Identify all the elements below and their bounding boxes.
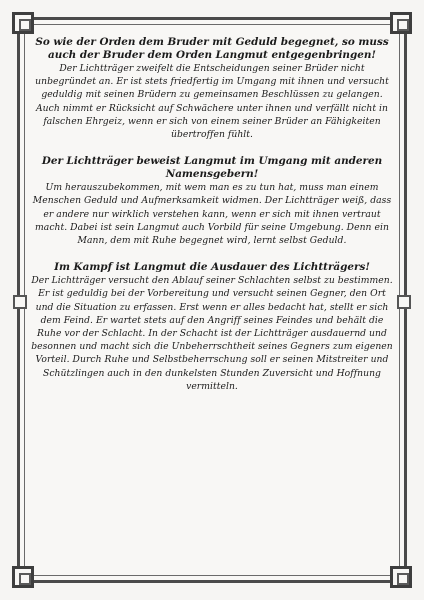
corner-ornament-bottom-right (390, 566, 412, 588)
section-patience-order (30, 36, 394, 141)
corner-ornament-bottom-left (12, 566, 34, 588)
section-heading: Der Lichtträger beweist Langmut im Umgang mit anderen Namensgebern! (41, 155, 383, 181)
section-heading: Im Kampf ist Langmut die Ausdauer des Lichtträgers! (54, 261, 370, 274)
side-ornament-left (13, 295, 27, 309)
section-heading: So wie der Orden dem Bruder mit Geduld begegnet, so muss auch der Bruder dem Orden Langmut entgegenbringen! (35, 36, 389, 61)
document-content (30, 36, 394, 407)
section-body: Der Lichtträger zweifelt die Entscheidungen seiner Brüder nicht unbegründet an. Er ist stets friedfertig im Umgang mit ihnen und versucht geduldig mit seinen Brüdern zu gemeinsamen Beschlüssen zu gelangen. Auch nimmt er Rücksicht auf Schwächere unter ihnen und verfällt nicht in falschen Ehrgeiz, wenn er sich von einem seiner Brüder an Fähigkeiten übertroffen fühlt. (35, 63, 389, 141)
section-body: Um herauszubekommen, mit wem man es zu tun hat, muss man einem Menschen Geduld und Aufmerksamkeit widmen. Der Lichtträger weiß, dass er andere nur wirklich verstehen kann, wenn er sich mit ihnen vertraut macht. Dabei ist sein Langmut auch Vorbild für seine Umgebung. Denn ein Mann, dem mit Ruhe begegnet wird, lernt selbst Geduld. (32, 182, 392, 247)
side-ornament-right (397, 295, 411, 309)
corner-ornament-top-right (390, 12, 412, 34)
section-body: Der Lichtträger versucht den Ablauf seiner Schlachten selbst zu bestimmen. Er ist geduldig bei der Vorbereitung und versucht seinen Gegner, den Ort und die Situation zu erfassen. Erst wenn er alles bedacht hat, stellt er sich dem Feind. Er wartet stets auf den Angriff seines Feindes und behält die Ruhe vor der Schlacht. In der Schacht ist der Lichtträger ausdauernd und besonnen und macht sich die Unbeherrschtheit seines Gegners zum eigenen Vorteil. Durch Ruhe und Selbstbeherrschung soll er seinen Mitstreiter und Schützlingen auch in den dunkelsten Stunden Zuversicht und Hoffnung vermitteln. (31, 275, 393, 392)
section-patience-battle (30, 261, 394, 393)
section-patience-others (30, 155, 394, 247)
corner-ornament-top-left (12, 12, 34, 34)
